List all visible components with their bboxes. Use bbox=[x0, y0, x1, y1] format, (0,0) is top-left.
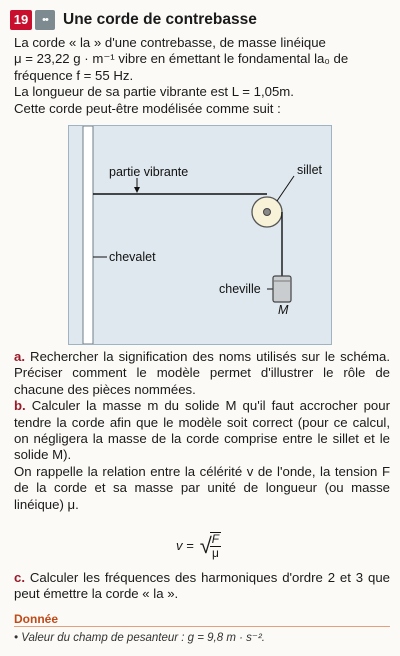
donnee-item: • Valeur du champ de pesanteur : g = 9,8 m · s⁻². bbox=[14, 632, 265, 644]
intro-line: La longueur de sa partie vibrante est L = 1,05m. bbox=[14, 84, 294, 100]
pulley-axle-icon bbox=[264, 209, 271, 216]
string-model-figure bbox=[68, 125, 332, 345]
intro-line: fréquence f = 55 Hz. bbox=[14, 67, 134, 83]
formula-denominator: μ bbox=[210, 546, 221, 560]
formula-numerator: F bbox=[211, 532, 220, 546]
difficulty-icon: •• bbox=[35, 10, 55, 30]
label-vibrating-part: partie vibrante bbox=[109, 165, 189, 179]
donnee-divider bbox=[14, 626, 390, 627]
question-b-recall: On rappelle la relation entre la célérité v de l'onde, la tension F de la corde et sa masse par unité de longueur (ou masse linéique) μ. bbox=[14, 463, 390, 512]
question-c bbox=[14, 570, 390, 603]
intro-line: La corde « la » d'une contrebasse, de masse linéique bbox=[14, 35, 326, 50]
intro-line: Cette corde peut-être modélisée comme suit : bbox=[14, 100, 281, 116]
nut-pointer bbox=[277, 176, 294, 201]
exercise-title: Une corde de contrebasse bbox=[63, 10, 257, 28]
question-c-letter: c. bbox=[14, 570, 25, 585]
exercise-number-badge: 19 bbox=[10, 10, 32, 30]
sqrt-icon: √ bbox=[199, 532, 212, 558]
question-b-text: Calculer la masse m du solide M qu'il faut accrocher pour tendre la corde afin que le modèle soit correct (pour ce calcul, on négligera la masse de la corde comprise entre le sillet et le solide M). bbox=[14, 398, 390, 463]
question-a-letter: a. bbox=[14, 349, 25, 364]
intro-line: μ = 23,22 g · m⁻¹ vibre en émettant le fondamental la₀ de bbox=[14, 51, 349, 67]
formula-lhs: v = bbox=[176, 537, 194, 553]
question-b bbox=[14, 398, 390, 464]
bridge-wall bbox=[83, 126, 93, 344]
label-nut: sillet bbox=[297, 163, 323, 177]
exercise-intro bbox=[14, 35, 390, 117]
celerity-formula bbox=[176, 526, 221, 566]
arrow-head-icon bbox=[134, 187, 140, 193]
questions-block bbox=[14, 349, 390, 513]
question-b-letter: b. bbox=[14, 398, 26, 414]
formula-fraction bbox=[210, 532, 221, 560]
mass-block bbox=[273, 276, 291, 302]
question-c-text: Calculer les fréquences des harmoniques d'ordre 2 et 3 que peut émettre la corde « la ». bbox=[14, 570, 390, 602]
figure-drawing bbox=[69, 126, 331, 344]
donnee-heading: Donnée bbox=[14, 612, 59, 626]
label-bridge: chevalet bbox=[109, 250, 156, 264]
exercise-header bbox=[10, 9, 257, 31]
label-peg: cheville bbox=[219, 282, 261, 296]
question-a bbox=[14, 349, 390, 398]
label-mass: M bbox=[278, 303, 289, 317]
question-a-text: Rechercher la signification des noms utilisés sur le schéma. Préciser comment le modèle permet d'illustrer le rôle de chacune des pièces nommées. bbox=[14, 349, 390, 397]
